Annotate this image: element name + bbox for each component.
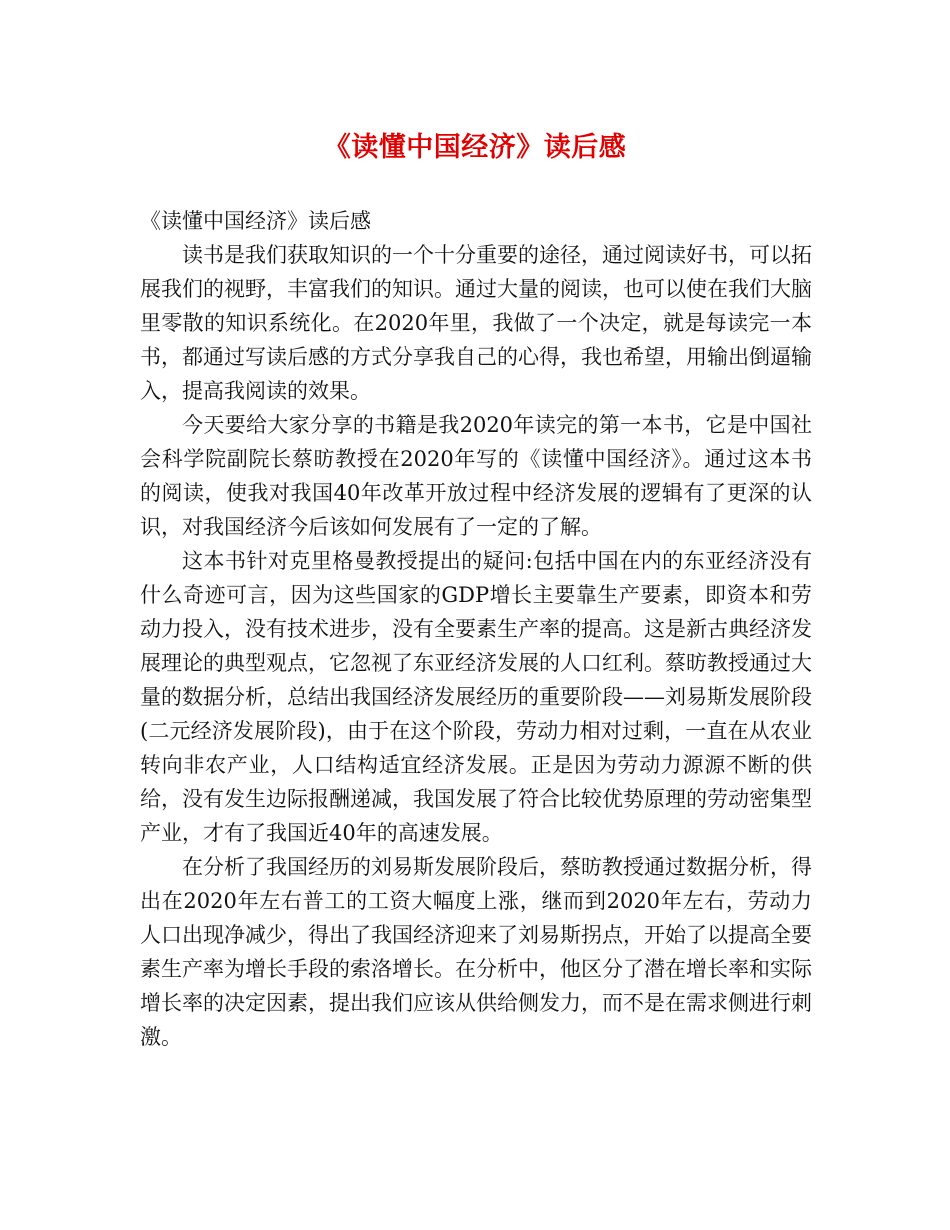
paragraph-4: 在分析了我国经历的刘易斯发展阶段后，蔡昉教授通过数据分析，得出在2020年左右普工的工资大幅度上涨，继而到2020年左右，劳动力人口出现净减少，得出了我国经济迎来了刘易斯拐点，开始了以提高全要素生产率为增长手段的索洛增长。在分析中，他区分了潜在增长率和实际增长率的决定因素，提出我们应该从供给侧发力，而不是在需求侧进行刺激。	[140, 855, 812, 1049]
document-subtitle: 《读懂中国经济》读后感	[140, 209, 371, 233]
document-body	[140, 204, 812, 1054]
paragraph-1: 读书是我们获取知识的一个十分重要的途径，通过阅读好书，可以拓展我们的视野，丰富我们的知识。通过大量的阅读，也可以使在我们大脑里零散的知识系统化。在2020年里，我做了一个决定，就是每读完一本书，都通过写读后感的方式分享我自己的心得，我也希望，用输出倒逼输入，提高我阅读的效果。	[140, 243, 812, 403]
paragraph-3: 这本书针对克里格曼教授提出的疑问:包括中国在内的东亚经济没有什么奇迹可言，因为这些国家的GDP增长主要靠生产要素，即资本和劳动力投入，没有技术进步，没有全要素生产率的提高。这是新古典经济发展理论的典型观点，它忽视了东亚经济发展的人口红利。蔡昉教授通过大量的数据分析，总结出我国经济发展经历的重要阶段——刘易斯发展阶段(二元经济发展阶段)，由于在这个阶段，劳动力相对过剩，一直在从农业转向非农产业，人口结构适宜经济发展。正是因为劳动力源源不断的供给，没有发生边际报酬递减，我国发展了符合比较优势原理的劳动密集型产业，才有了我国近40年的高速发展。	[140, 549, 812, 845]
document-title: 《读懂中国经济》读后感	[323, 132, 627, 163]
paragraph-2: 今天要给大家分享的书籍是我2020年读完的第一本书，它是中国社会科学院副院长蔡昉教授在2020年写的《读懂中国经济》。通过这本书的阅读，使我对我国40年改革开放过程中经济发展的逻辑有了更深的认识，对我国经济今后该如何发展有了一定的了解。	[140, 413, 812, 539]
